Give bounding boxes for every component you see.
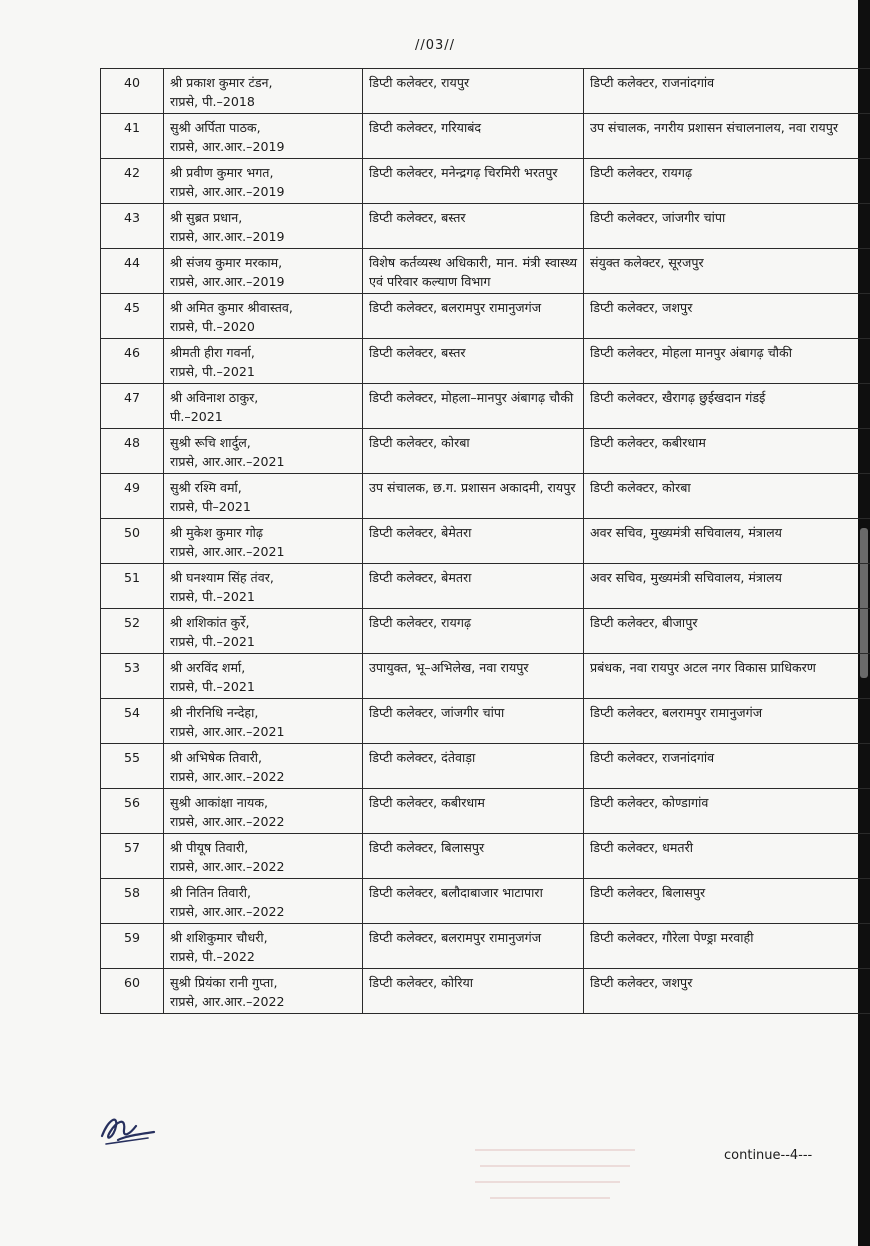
officer-service: राप्रसे, पी.–2021 — [170, 589, 255, 604]
officer-name: श्री शशिकांत कुर्रे, — [170, 615, 250, 630]
officer-service: राप्रसे, पी.–2021 — [170, 634, 255, 649]
officer-name: श्री संजय कुमार मरकाम, — [170, 255, 283, 270]
table-row — [101, 609, 870, 654]
officer-cell — [164, 294, 363, 339]
new-posting: उप संचालक, नगरीय प्रशासन संचालनालय, नवा रायपुर — [584, 114, 870, 159]
current-posting: डिप्टी कलेक्टर, जांजगीर चांपा — [363, 699, 584, 744]
officer-name: श्री प्रकाश कुमार टंडन, — [170, 75, 273, 90]
table-row — [101, 159, 870, 204]
officer-service: राप्रसे, आर.आर.–2019 — [170, 139, 285, 154]
officer-name: श्री मुकेश कुमार गोढ़ — [170, 525, 264, 540]
current-posting: डिप्टी कलेक्टर, कोरबा — [363, 429, 584, 474]
new-posting: अवर सचिव, मुख्यमंत्री सचिवालय, मंत्रालय — [584, 519, 870, 564]
serial-number: 48 — [101, 429, 164, 474]
new-posting: संयुक्त कलेक्टर, सूरजपुर — [584, 249, 870, 294]
serial-number: 60 — [101, 969, 164, 1014]
new-posting: डिप्टी कलेक्टर, मोहला मानपुर अंबागढ़ चौकी — [584, 339, 870, 384]
transfer-table-body — [101, 69, 870, 1014]
current-posting: डिप्टी कलेक्टर, कोरिया — [363, 969, 584, 1014]
officer-service: राप्रसे, आर.आर.–2022 — [170, 814, 285, 829]
new-posting: डिप्टी कलेक्टर, रायगढ़ — [584, 159, 870, 204]
serial-number: 40 — [101, 69, 164, 114]
table-row — [101, 879, 870, 924]
current-posting: डिप्टी कलेक्टर, बस्तर — [363, 204, 584, 249]
serial-number: 52 — [101, 609, 164, 654]
officer-service: पी.–2021 — [170, 409, 223, 424]
officer-name: सुश्री अर्पिता पाठक, — [170, 120, 261, 135]
serial-number: 41 — [101, 114, 164, 159]
officer-name: श्री अविनाश ठाकुर, — [170, 390, 259, 405]
new-posting: डिप्टी कलेक्टर, गौरेला पेण्ड्रा मरवाही — [584, 924, 870, 969]
current-posting: डिप्टी कलेक्टर, बलरामपुर रामानुजगंज — [363, 294, 584, 339]
officer-cell — [164, 924, 363, 969]
table-row — [101, 69, 870, 114]
current-posting: उपायुक्त, भू–अभिलेख, नवा रायपुर — [363, 654, 584, 699]
current-posting: डिप्टी कलेक्टर, रायगढ़ — [363, 609, 584, 654]
current-posting: डिप्टी कलेक्टर, बलौदाबाजार भाटापारा — [363, 879, 584, 924]
new-posting: डिप्टी कलेक्टर, खैरागढ़ छुईखदान गंडई — [584, 384, 870, 429]
officer-cell — [164, 339, 363, 384]
officer-name: श्री अभिषेक तिवारी, — [170, 750, 262, 765]
new-posting: डिप्टी कलेक्टर, बिलासपुर — [584, 879, 870, 924]
serial-number: 54 — [101, 699, 164, 744]
current-posting: डिप्टी कलेक्टर, गरियाबंद — [363, 114, 584, 159]
current-posting: डिप्टी कलेक्टर, बेमतरा — [363, 564, 584, 609]
current-posting: डिप्टी कलेक्टर, बलरामपुर रामानुजगंज — [363, 924, 584, 969]
officer-cell — [164, 744, 363, 789]
officer-service: राप्रसे, पी–2021 — [170, 499, 251, 514]
table-row — [101, 744, 870, 789]
officer-cell — [164, 474, 363, 519]
officer-name: श्री घनश्याम सिंह तंवर, — [170, 570, 274, 585]
table-row — [101, 339, 870, 384]
officer-name: श्री सुब्रत प्रधान, — [170, 210, 243, 225]
officer-service: राप्रसे, आर.आर.–2021 — [170, 544, 285, 559]
serial-number: 43 — [101, 204, 164, 249]
table-row — [101, 564, 870, 609]
current-posting: डिप्टी कलेक्टर, मोहला–मानपुर अंबागढ़ चौकी — [363, 384, 584, 429]
officer-cell — [164, 204, 363, 249]
table-row — [101, 654, 870, 699]
serial-number: 57 — [101, 834, 164, 879]
new-posting: डिप्टी कलेक्टर, राजनांदगांव — [584, 744, 870, 789]
current-posting: उप संचालक, छ.ग. प्रशासन अकादमी, रायपुर — [363, 474, 584, 519]
officer-service: राप्रसे, पी.–2020 — [170, 319, 255, 334]
table-row — [101, 384, 870, 429]
new-posting: प्रबंधक, नवा रायपुर अटल नगर विकास प्राधिकरण — [584, 654, 870, 699]
officer-service: राप्रसे, आर.आर.–2021 — [170, 454, 285, 469]
table-row — [101, 114, 870, 159]
table-row — [101, 474, 870, 519]
table-row — [101, 519, 870, 564]
officer-cell — [164, 699, 363, 744]
new-posting: डिप्टी कलेक्टर, धमतरी — [584, 834, 870, 879]
table-row — [101, 699, 870, 744]
current-posting: डिप्टी कलेक्टर, रायपुर — [363, 69, 584, 114]
officer-cell — [164, 249, 363, 294]
officer-cell — [164, 789, 363, 834]
new-posting: डिप्टी कलेक्टर, बलरामपुर रामानुजगंज — [584, 699, 870, 744]
officer-name: श्री अमित कुमार श्रीवास्तव, — [170, 300, 293, 315]
officer-service: राप्रसे, आर.आर.–2019 — [170, 184, 285, 199]
new-posting: डिप्टी कलेक्टर, कोरबा — [584, 474, 870, 519]
new-posting: डिप्टी कलेक्टर, कोण्डागांव — [584, 789, 870, 834]
serial-number: 46 — [101, 339, 164, 384]
show-through-text — [470, 1144, 640, 1206]
serial-number: 51 — [101, 564, 164, 609]
signature-mark — [96, 1096, 162, 1152]
new-posting: डिप्टी कलेक्टर, राजनांदगांव — [584, 69, 870, 114]
serial-number: 59 — [101, 924, 164, 969]
officer-cell — [164, 159, 363, 204]
officer-name: श्री शशिकुमार चौधरी, — [170, 930, 268, 945]
current-posting: विशेष कर्तव्यस्थ अधिकारी, मान. मंत्री स्वास्थ्य एवं परिवार कल्याण विभाग — [363, 249, 584, 294]
serial-number: 44 — [101, 249, 164, 294]
current-posting: डिप्टी कलेक्टर, बेमेतरा — [363, 519, 584, 564]
officer-name: श्री नीरनिधि नन्देहा, — [170, 705, 259, 720]
officer-service: राप्रसे, आर.आर.–2022 — [170, 994, 285, 1009]
officer-service: राप्रसे, आर.आर.–2019 — [170, 274, 285, 289]
new-posting: डिप्टी कलेक्टर, जशपुर — [584, 969, 870, 1014]
officer-cell — [164, 834, 363, 879]
serial-number: 56 — [101, 789, 164, 834]
new-posting: डिप्टी कलेक्टर, जांजगीर चांपा — [584, 204, 870, 249]
officer-name: सुश्री रश्मि वर्मा, — [170, 480, 242, 495]
officer-cell — [164, 384, 363, 429]
officer-cell — [164, 69, 363, 114]
officer-cell — [164, 879, 363, 924]
table-row — [101, 204, 870, 249]
current-posting: डिप्टी कलेक्टर, कबीरधाम — [363, 789, 584, 834]
officer-cell — [164, 609, 363, 654]
table-row — [101, 789, 870, 834]
officer-service: राप्रसे, आर.आर.–2022 — [170, 904, 285, 919]
current-posting: डिप्टी कलेक्टर, दंतेवाड़ा — [363, 744, 584, 789]
officer-service: राप्रसे, पी.–2021 — [170, 364, 255, 379]
current-posting: डिप्टी कलेक्टर, मनेन्द्रगढ़ चिरमिरी भरतपुर — [363, 159, 584, 204]
continue-note: continue--4--- — [724, 1148, 813, 1163]
serial-number: 45 — [101, 294, 164, 339]
officer-service: राप्रसे, पी.–2021 — [170, 679, 255, 694]
current-posting: डिप्टी कलेक्टर, बिलासपुर — [363, 834, 584, 879]
officer-name: श्री नितिन तिवारी, — [170, 885, 251, 900]
table-row — [101, 834, 870, 879]
officer-cell — [164, 969, 363, 1014]
officer-cell — [164, 654, 363, 699]
serial-number: 50 — [101, 519, 164, 564]
officer-service: राप्रसे, आर.आर.–2019 — [170, 229, 285, 244]
serial-number: 55 — [101, 744, 164, 789]
new-posting: डिप्टी कलेक्टर, बीजापुर — [584, 609, 870, 654]
officer-service: राप्रसे, पी.–2022 — [170, 949, 255, 964]
officer-name: सुश्री प्रियंका रानी गुप्ता, — [170, 975, 278, 990]
officer-service: राप्रसे, आर.आर.–2022 — [170, 859, 285, 874]
officer-service: राप्रसे, आर.आर.–2021 — [170, 724, 285, 739]
officer-cell — [164, 564, 363, 609]
table-row — [101, 924, 870, 969]
officer-service: राप्रसे, आर.आर.–2022 — [170, 769, 285, 784]
table-row — [101, 249, 870, 294]
transfer-table — [100, 68, 870, 1014]
officer-cell — [164, 114, 363, 159]
officer-cell — [164, 429, 363, 474]
table-row — [101, 294, 870, 339]
officer-cell — [164, 519, 363, 564]
officer-name: श्री अरविंद शर्मा, — [170, 660, 246, 675]
new-posting: डिप्टी कलेक्टर, जशपुर — [584, 294, 870, 339]
officer-name: श्री पीयूष तिवारी, — [170, 840, 249, 855]
officer-service: राप्रसे, पी.–2018 — [170, 94, 255, 109]
new-posting: डिप्टी कलेक्टर, कबीरधाम — [584, 429, 870, 474]
serial-number: 58 — [101, 879, 164, 924]
new-posting: अवर सचिव, मुख्यमंत्री सचिवालय, मंत्रालय — [584, 564, 870, 609]
officer-name: सुश्री रूचि शार्दुल, — [170, 435, 251, 450]
officer-name: श्रीमती हीरा गवर्ना, — [170, 345, 255, 360]
officer-name: सुश्री आकांक्षा नायक, — [170, 795, 269, 810]
officer-name: श्री प्रवीण कुमार भगत, — [170, 165, 274, 180]
serial-number: 47 — [101, 384, 164, 429]
serial-number: 42 — [101, 159, 164, 204]
table-row — [101, 429, 870, 474]
current-posting: डिप्टी कलेक्टर, बस्तर — [363, 339, 584, 384]
page-number: //03// — [414, 38, 456, 53]
serial-number: 49 — [101, 474, 164, 519]
table-row — [101, 969, 870, 1014]
serial-number: 53 — [101, 654, 164, 699]
